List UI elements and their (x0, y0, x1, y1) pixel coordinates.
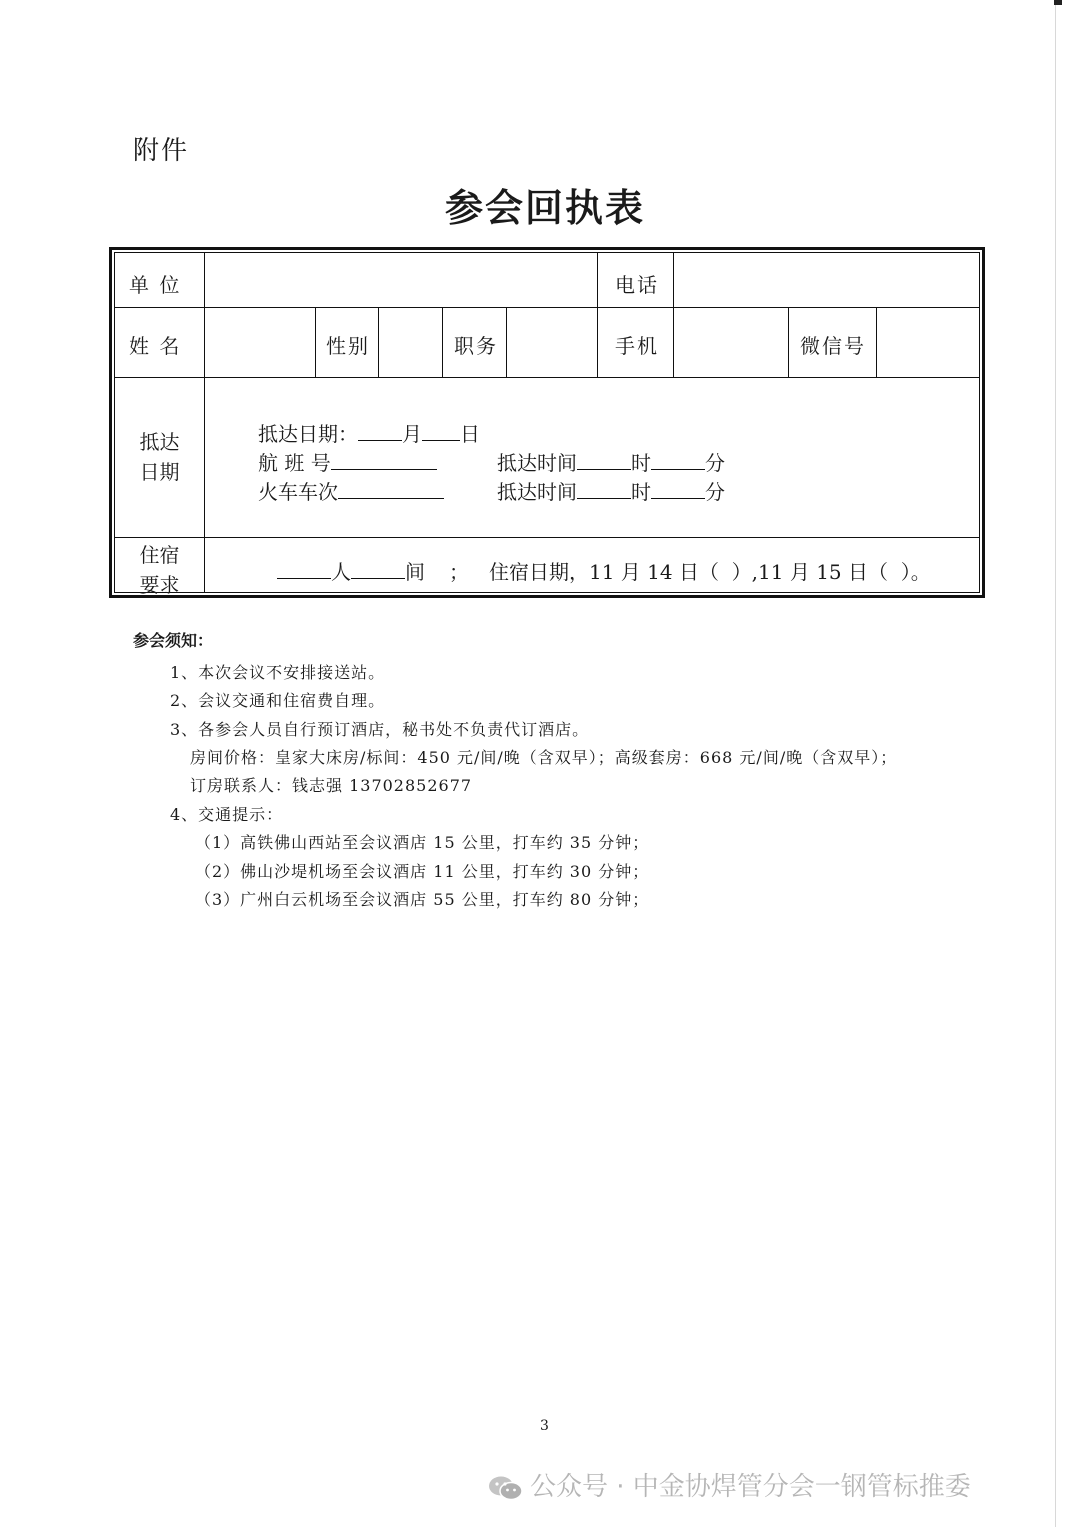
page-number: 3 (540, 1418, 549, 1434)
reply-form-table (109, 247, 985, 598)
notes-title: 参会须知： (133, 631, 214, 650)
mobile-label: 手机 (615, 334, 659, 358)
train-minute-blank[interactable] (651, 480, 705, 499)
unit-label: 单 位 (129, 273, 182, 297)
month-blank[interactable] (358, 422, 402, 441)
day-blank[interactable] (422, 422, 460, 441)
note-transport-3: （3）广州白云机场至会议酒店 55 公里，打车约 80 分钟； (195, 890, 650, 909)
attachment-label: 附件 (133, 136, 190, 166)
train-line: 火车车次 (258, 476, 444, 505)
persons-blank[interactable] (277, 560, 331, 579)
note-item-4: 4、交通提示： (170, 805, 284, 824)
watermark (488, 1466, 971, 1503)
flight-hour-blank[interactable] (577, 451, 631, 470)
note-transport-2: （2）佛山沙堤机场至会议酒店 11 公里，打车约 30 分钟； (195, 862, 650, 881)
notes-section (133, 628, 213, 658)
scan-mark (1054, 0, 1062, 5)
name-field[interactable] (205, 308, 315, 377)
watermark-text: 公众号 · 中金协焊管分会一钢管标推委 (530, 1472, 971, 1502)
wechat-icon (488, 1475, 524, 1501)
train-hour-blank[interactable] (577, 480, 631, 499)
note-item-3: 3、各参会人员自行预订酒店，秘书处不负责代订酒店。 (170, 720, 590, 739)
flight-minute-blank[interactable] (651, 451, 705, 470)
page-title: 参会回执表 (444, 186, 645, 230)
note-transport-1: （1）高铁佛山西站至会议酒店 15 公里，打车约 35 分钟； (195, 833, 650, 852)
train-time-line: 抵达时间 时 分 (497, 480, 725, 504)
arrival-label: 抵达 日期 (139, 430, 180, 484)
rooms-blank[interactable] (351, 560, 405, 579)
phone-field[interactable] (674, 253, 979, 307)
position-field[interactable] (507, 308, 597, 377)
note-room-price: 房间价格：皇家大床房/标间：450 元/间/晚（含双早）；高级套房：668 元/间/晚（含双早）； (190, 748, 898, 767)
name-label: 姓 名 (129, 334, 182, 358)
note-item-2: 2、会议交通和住宿费自理。 (170, 691, 386, 710)
note-item-1: 1、本次会议不安排接送站。 (170, 663, 386, 682)
lodging-label: 住宿 要求 (139, 543, 180, 597)
gender-field[interactable] (379, 308, 442, 377)
position-label: 职务 (454, 334, 498, 358)
flight-blank[interactable] (331, 451, 437, 470)
wechat-field[interactable] (877, 308, 979, 377)
wechat-label: 微信号 (800, 334, 866, 358)
phone-label: 电话 (615, 273, 659, 297)
arrival-date-line: 抵达日期： 月 日 (258, 422, 480, 446)
gender-label: 性别 (326, 334, 370, 358)
train-blank[interactable] (338, 480, 444, 499)
flight-time-line: 抵达时间 时 分 (497, 451, 725, 475)
unit-field[interactable] (205, 253, 597, 307)
flight-line: 航 班 号 (258, 447, 437, 476)
form-inner-border (114, 252, 980, 597)
lodging-line: 人 间 ； 住宿日期，11 月 14 日（ ）,11 月 15 日（ ）。 (277, 556, 931, 585)
mobile-field[interactable] (674, 308, 788, 377)
note-booking-contact: 订房联系人：钱志强 13702852677 (190, 776, 473, 795)
